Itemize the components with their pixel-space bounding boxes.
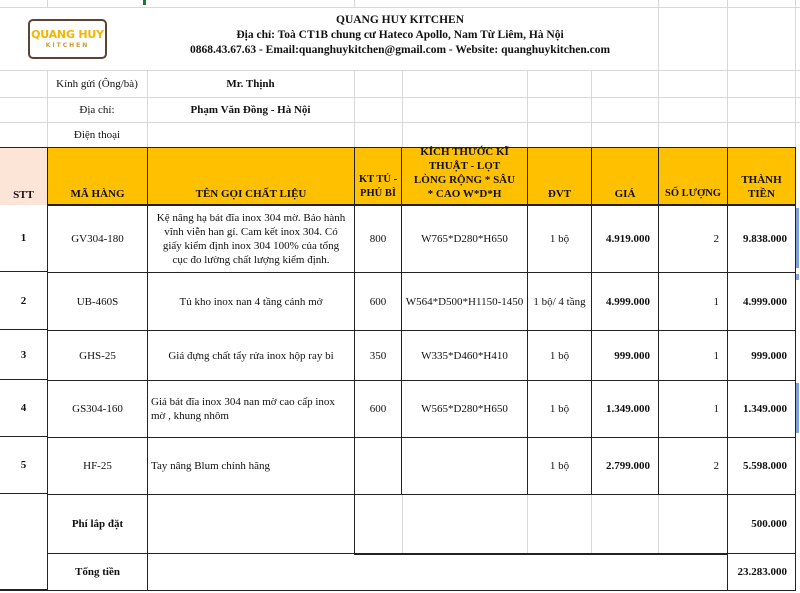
gridline xyxy=(527,495,528,553)
header-name[interactable]: TÊN GỌI CHẤT LIỆU xyxy=(147,147,355,205)
row-1-stt[interactable]: 1 xyxy=(0,205,47,272)
row-5-size[interactable] xyxy=(401,437,528,495)
grand-total-merged-cell[interactable] xyxy=(147,553,728,591)
row-1-total[interactable]: 9.838.000 xyxy=(727,205,796,273)
customer-name[interactable]: Mr. Thịnh xyxy=(226,77,275,90)
row-4-code[interactable]: GS304-160 xyxy=(47,380,148,438)
gridline xyxy=(658,495,659,553)
row-5-price[interactable]: 2.799.000 xyxy=(591,437,659,495)
row-5-stt[interactable]: 5 xyxy=(0,437,47,494)
gridline xyxy=(527,70,528,147)
row-1-code[interactable]: GV304-180 xyxy=(47,205,148,273)
grand-total-label[interactable]: Tổng tiền xyxy=(47,553,148,591)
install-fee-value[interactable]: 500.000 xyxy=(727,494,796,554)
row-2-price[interactable]: 4.999.000 xyxy=(591,272,659,331)
customer-phone-label[interactable]: Điện thoại xyxy=(73,128,121,141)
grand-total-value[interactable]: 23.283.000 xyxy=(727,553,796,591)
overflow-text-indicator xyxy=(796,383,799,433)
row-2-qty[interactable]: 1 xyxy=(658,272,728,331)
row-2-kt[interactable]: 600 xyxy=(354,272,402,331)
customer-phone[interactable] xyxy=(147,122,354,147)
customer-address[interactable]: Phạm Văn Đồng - Hà Nội xyxy=(190,103,311,116)
logo-text-main: QUANG HUY xyxy=(31,27,104,41)
row-3-kt[interactable]: 350 xyxy=(354,330,402,381)
company-name: QUANG HUY KITCHEN xyxy=(336,14,464,26)
company-logo xyxy=(28,19,107,59)
gridline xyxy=(727,0,728,147)
gridline xyxy=(591,495,592,553)
row-1-price[interactable]: 4.919.000 xyxy=(591,205,659,273)
header-qty[interactable]: SỐ LƯỢNG xyxy=(658,147,728,205)
gridline xyxy=(354,70,355,147)
row-4-name[interactable]: Giá bát đĩa inox 304 nan mờ cao cấp inox mờ , khung nhôm xyxy=(147,380,355,438)
row-4-kt[interactable]: 600 xyxy=(354,380,402,438)
row-3-size[interactable]: W335*D460*H410 xyxy=(401,330,528,381)
company-info xyxy=(120,13,680,58)
gridline xyxy=(0,7,800,8)
customer-address-label[interactable]: Địa chỉ: xyxy=(79,103,115,116)
company-contact: 0868.43.67.63 - Email:quanghuykitchen@gmail.com - Website: quanghuykitchen.com xyxy=(189,44,611,56)
row-2-total[interactable]: 4.999.000 xyxy=(727,272,796,331)
gridline xyxy=(402,70,403,147)
row-3-qty[interactable]: 1 xyxy=(658,330,728,381)
row-5-kt[interactable] xyxy=(354,437,402,495)
company-address: Địa chỉ: Toà CT1B chung cư Hateco Apollo, Nam Từ Liêm, Hà Nội xyxy=(236,29,564,41)
row-3-code[interactable]: GHS-25 xyxy=(47,330,148,381)
row-5-name[interactable]: Tay nâng Blum chính hãng xyxy=(147,437,355,495)
row-2-name[interactable]: Tủ kho inox nan 4 tầng cánh mở xyxy=(147,272,355,331)
install-fee-desc-cell[interactable] xyxy=(147,494,355,554)
header-price[interactable]: GIÁ xyxy=(591,147,659,205)
row-1-name[interactable]: Kệ nâng hạ bát đĩa inox 304 mờ. Bảo hành vĩnh viễn han gỉ. Cam kết inox 304. Có giấy kiểm định inox 304 100% của tổng cục đo lường chất lượng kiểm định. xyxy=(147,205,355,273)
header-kt[interactable]: KT TỦ - PHỦ BÌ xyxy=(354,147,402,205)
row-5-code[interactable]: HF-25 xyxy=(47,437,148,495)
row-2-stt[interactable]: 2 xyxy=(0,272,47,330)
row-3-unit[interactable]: 1 bộ xyxy=(527,330,592,381)
gridline xyxy=(47,0,48,7)
row-1-size[interactable]: W765*D280*H650 xyxy=(401,205,528,273)
row-4-unit[interactable]: 1 bộ xyxy=(527,380,592,438)
header-total[interactable]: THÀNH TIỀN xyxy=(727,147,796,205)
row-1-unit[interactable]: 1 bộ xyxy=(527,205,592,273)
header-size[interactable]: KÍCH THƯỚC KĨ THUẬT - LỌT LÒNG RỘNG * SÂU * CAO W*D*H xyxy=(401,147,528,205)
active-cell-marker xyxy=(143,0,146,5)
row-1-kt[interactable]: 800 xyxy=(354,205,402,273)
row-3-name[interactable]: Giá đựng chất tẩy rửa inox hộp ray bi xyxy=(147,330,355,381)
row-divider xyxy=(0,589,47,591)
row-4-stt[interactable]: 4 xyxy=(0,380,47,437)
row-5-qty[interactable]: 2 xyxy=(658,437,728,495)
row-2-code[interactable]: UB-460S xyxy=(47,272,148,331)
row-2-unit[interactable]: 1 bộ/ 4 tầng xyxy=(527,272,592,331)
overflow-text-indicator xyxy=(796,274,799,280)
gridline xyxy=(354,0,355,7)
gridline xyxy=(591,70,592,147)
customer-greeting-label[interactable]: Kính gửi (Ông/bà) xyxy=(56,77,138,90)
row-4-qty[interactable]: 1 xyxy=(658,380,728,438)
row-3-price[interactable]: 999.000 xyxy=(591,330,659,381)
header-unit[interactable]: ĐVT xyxy=(527,147,592,205)
row-1-qty[interactable]: 2 xyxy=(658,205,728,273)
row-5-total[interactable]: 5.598.000 xyxy=(727,437,796,495)
row-4-price[interactable]: 1.349.000 xyxy=(591,380,659,438)
header-code[interactable]: MÃ HÀNG xyxy=(47,147,148,205)
row-5-unit[interactable]: 1 bộ xyxy=(527,437,592,495)
gridline xyxy=(402,495,403,553)
row-3-stt[interactable]: 3 xyxy=(0,330,47,380)
overflow-text-indicator xyxy=(796,208,799,268)
gridline xyxy=(795,0,796,147)
row-4-total[interactable]: 1.349.000 xyxy=(727,380,796,438)
row-4-size[interactable]: W565*D280*H650 xyxy=(401,380,528,438)
row-3-total[interactable]: 999.000 xyxy=(727,330,796,381)
install-fee-label[interactable]: Phí lắp đặt xyxy=(47,494,148,554)
row-2-size[interactable]: W564*D500*H1150-1450 xyxy=(401,272,528,331)
header-stt[interactable]: STT xyxy=(0,147,47,205)
logo-text-sub: KITCHEN xyxy=(45,41,90,49)
